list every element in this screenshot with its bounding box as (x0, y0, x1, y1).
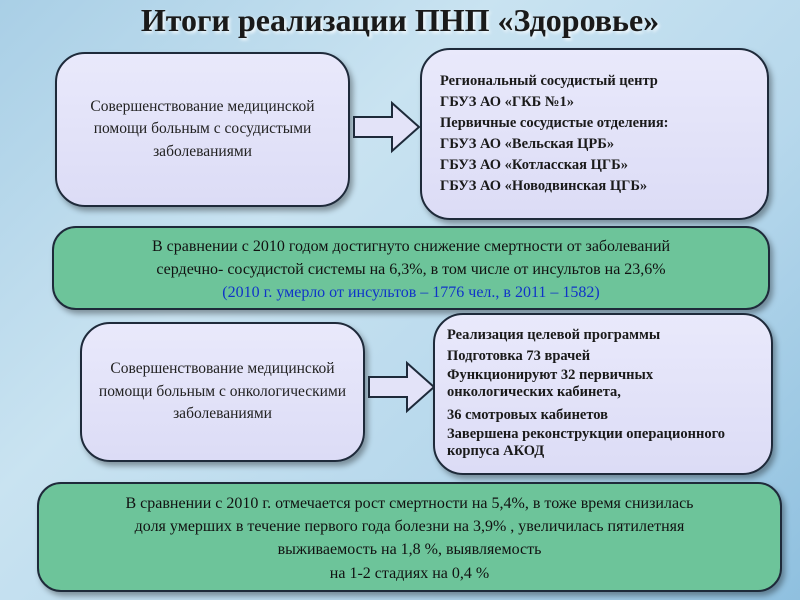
list-item: Завершена реконструкции операционного корпуса АКОД (447, 425, 726, 459)
list-item: Региональный сосудистый центр (440, 72, 658, 89)
vascular-care-box (55, 52, 350, 207)
oncology-result-line: доля умерших в течение первого года болезни на 3,9% , увеличилась пятилетняя (134, 518, 685, 536)
oncology-care-box (80, 322, 365, 462)
right-arrow-icon (367, 360, 437, 414)
list-item: ГБУЗ АО «ГКБ №1» (440, 93, 574, 110)
oncology-care-text: Совершенствование медицинской помощи больным с онкологическими заболеваниями (98, 360, 347, 423)
stroke-deaths-note: (2010 г. умерло от инсультов – 1776 чел., в 2011 – 1582) (222, 284, 600, 302)
list-item: 36 смотровых кабинетов (447, 406, 609, 423)
oncology-result-line: В сравнении с 2010 г. отмечается рост смертности на 5,4%, в тоже время снизилась (125, 495, 694, 512)
right-arrow-icon (352, 100, 422, 154)
list-item: Подготовка 73 врачей (447, 347, 591, 364)
list-item: ГБУЗ АО «Новодвинская ЦГБ» (440, 178, 648, 195)
vascular-care-text: Совершенствование медицинской помощи больным с сосудистыми заболеваниями (90, 97, 315, 160)
oncology-result-line: на 1-2 стадиях на 0,4 % (329, 564, 490, 582)
oncology-result-line: выживаемость на 1,8 %, выявляемость (277, 541, 542, 559)
list-item: Первичные сосудистые отделения: (440, 114, 669, 131)
list-item: ГБУЗ АО «Вельская ЦРБ» (440, 136, 615, 152)
list-item: Реализация целевой программы (447, 326, 661, 343)
list-item: Функционируют 32 первичных онкологических кабинета, (447, 366, 654, 401)
oncology-result-box (37, 482, 782, 592)
vascular-centers-list (420, 48, 769, 220)
vascular-result-line: В сравнении с 2010 годом достигнуто снижение смертности от заболеваний (151, 238, 671, 255)
vascular-result-line: сердечно- сосудистой системы на 6,3%, в том числе от инсультов на 23,6% (156, 261, 666, 279)
oncology-measures-list (433, 313, 773, 475)
page-title: Итоги реализации ПНП «Здоровье» (140, 2, 660, 38)
list-item: ГБУЗ АО «Котласская ЦГБ» (440, 157, 628, 174)
vascular-result-box (52, 226, 770, 310)
